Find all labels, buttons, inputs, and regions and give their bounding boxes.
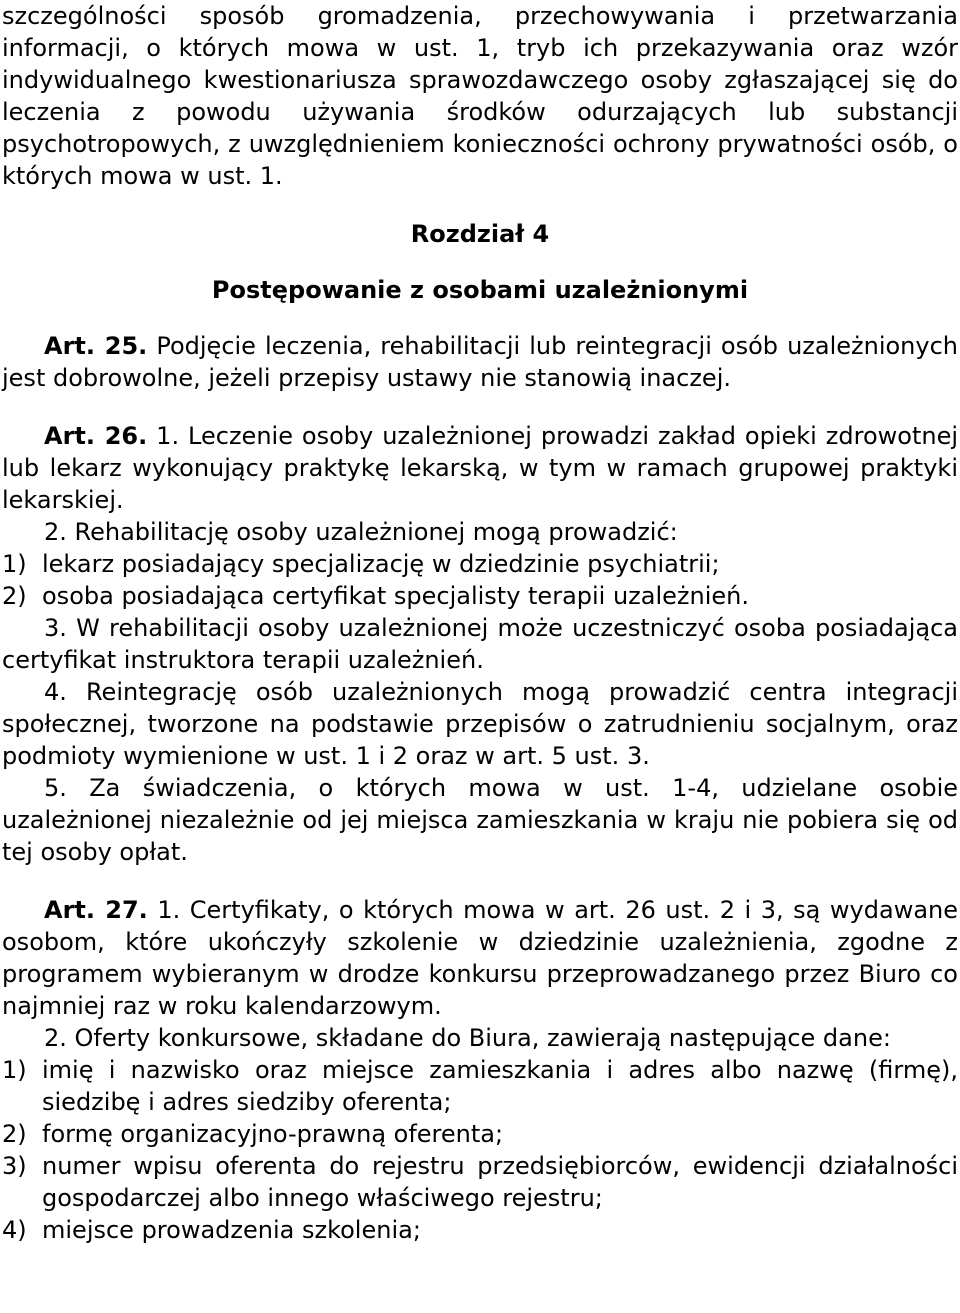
item-number: 2) — [2, 1120, 27, 1148]
article-26-par-2: 2. Rehabilitację osoby uzależnionej mogą prowadzić: — [44, 518, 678, 546]
chapter-title: Postępowanie z osobami uzależnionymi — [211, 276, 749, 304]
item-number: 4) — [2, 1216, 27, 1244]
article-25 — [2, 330, 958, 394]
item-text: imię i nazwisko oraz miejsce zamieszkania i adres albo nazwę (firmę), siedzibę i adres siedziby oferenta; — [42, 1056, 958, 1116]
item-text: osoba posiadająca certyfikat specjalisty terapii uzależnień. — [42, 582, 750, 610]
article-26-par-4: 4. Reintegrację osób uzależnionych mogą prowadzić centra integracji społecznej, tworzone na podstawie przepisów o zatrudnieniu socjalnym, oraz podmioty wymienione w ust. 1 i 2 oraz w art. 5 ust. 3. — [2, 678, 958, 770]
article-27-par-1-text: 1. Certyfikaty, o których mowa w art. 26 ust. 2 i 3, są wydawane osobom, które ukończyły szkolenie w dziedzinie uzależnienia, zgodne z programem wybieranym w drodze konkursu przeprowadzanego przez Biuro co najmniej raz w roku kalendarzowym. — [2, 896, 959, 1020]
item-text: formę organizacyjno-prawną oferenta; — [42, 1120, 504, 1148]
item-text: miejsce prowadzenia szkolenia; — [42, 1216, 421, 1244]
item-number: 1) — [2, 550, 27, 578]
article-27-par-2-item-4 — [2, 1214, 958, 1246]
article-26-par-3: 3. W rehabilitacji osoby uzależnionej może uczestniczyć osoba posiadająca certyfikat instruktora terapii uzależnień. — [2, 614, 958, 674]
item-number: 1) — [2, 1056, 27, 1084]
intro-paragraph: szczególności sposób gromadzenia, przechowywania i przetwarzania informacji, o których mowa w ust. 1, tryb ich przekazywania oraz wzór indywidualnego kwestionariusza sprawozdawczego osoby zgłaszającej się do leczenia z powodu używania środków odurzających lub substancji psychotropowych, z uwzględnieniem konieczności ochrony prywatności osób, o których mowa w ust. 1. — [2, 2, 958, 190]
item-text: lekarz posiadający specjalizację w dziedzinie psychiatrii; — [42, 550, 720, 578]
item-number: 3) — [2, 1152, 27, 1180]
article-25-text: Podjęcie leczenia, rehabilitacji lub reintegracji osób uzależnionych jest dobrowolne, jeżeli przepisy ustawy nie stanowią inaczej. — [2, 332, 959, 392]
article-26-label: Art. 26. — [44, 422, 148, 450]
article-26-par-2-item-1 — [2, 548, 958, 580]
article-26-par-1-text: 1. Leczenie osoby uzależnionej prowadzi zakład opieki zdrowotnej lub lekarz wykonujący praktykę lekarską, w tym w ramach grupowej praktyki lekarskiej. — [2, 422, 959, 514]
article-26-par-5: 5. Za świadczenia, o których mowa w ust. 1-4, udzielane osobie uzależnionej niezależnie od jej miejsca zamieszkania w kraju nie pobiera się od tej osoby opłat. — [2, 774, 958, 866]
article-27-par-1 — [2, 894, 958, 1022]
chapter-number: Rozdział 4 — [410, 220, 550, 248]
article-25-label: Art. 25. — [44, 332, 148, 360]
article-27-par-2-item-1 — [2, 1054, 958, 1118]
article-27-par-2-item-2 — [2, 1118, 958, 1150]
article-26-par-2-item-2 — [2, 580, 958, 612]
item-text: numer wpisu oferenta do rejestru przedsiębiorców, ewidencji działalności gospodarczej albo innego właściwego rejestru; — [42, 1152, 958, 1212]
article-27-par-2: 2. Oferty konkursowe, składane do Biura, zawierają następujące dane: — [44, 1024, 891, 1052]
article-26-par-1 — [2, 420, 958, 516]
article-27-label: Art. 27. — [44, 896, 148, 924]
item-number: 2) — [2, 582, 27, 610]
article-27-par-2-item-3 — [2, 1150, 958, 1214]
